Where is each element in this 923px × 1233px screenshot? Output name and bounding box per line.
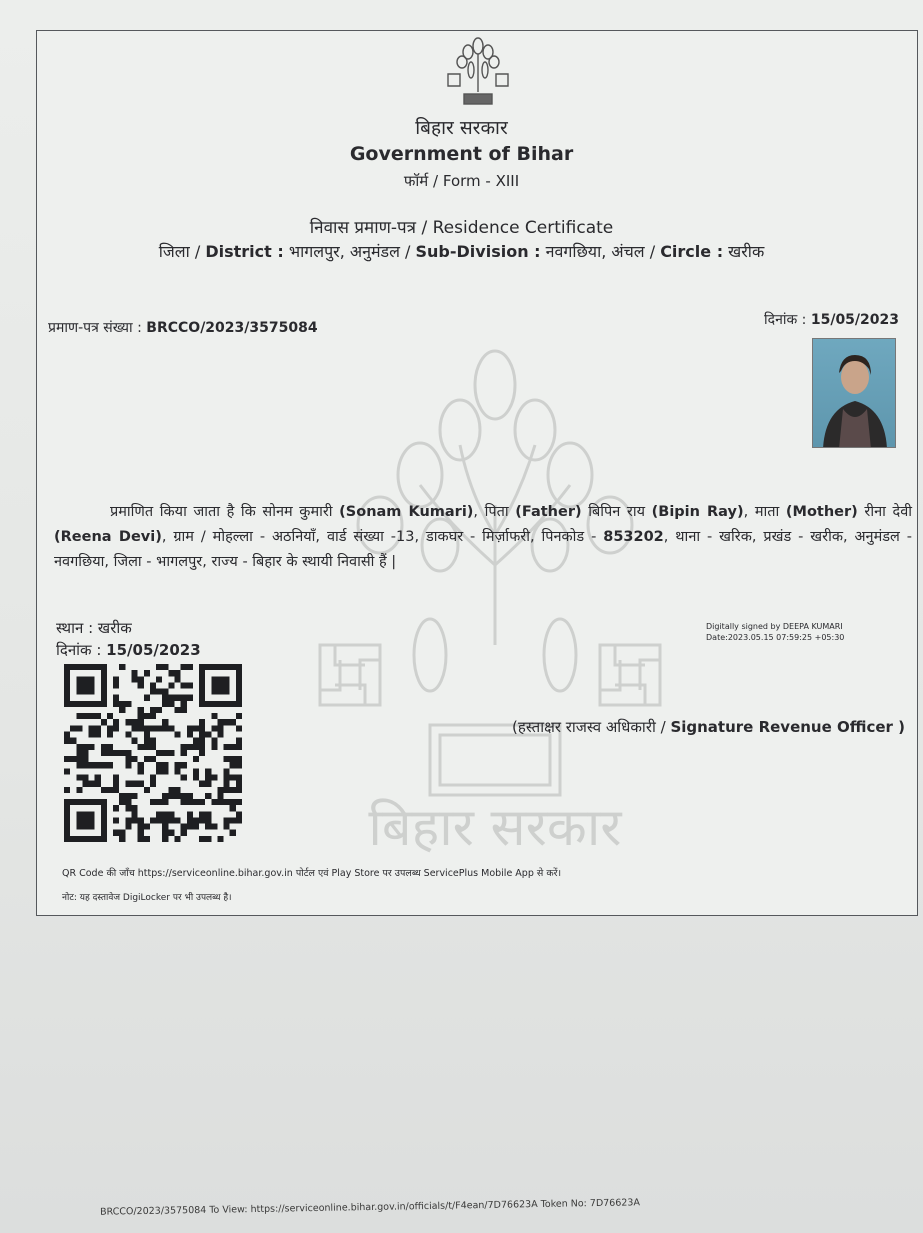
issue-date bbox=[764, 310, 899, 329]
signing-date-value: 15/05/2023 bbox=[106, 641, 201, 659]
title-english: Residence Certificate bbox=[432, 218, 614, 238]
statement-part: बिपिन राय bbox=[581, 504, 652, 520]
circle-value: खरीक bbox=[723, 242, 765, 261]
district-label-hindi: जिला / bbox=[158, 242, 206, 261]
statement-part: , थाना - खरिक, प्रखंड - खरीक, अनुमंडल - नवगछिया, जिला - भागलपुर, राज्य - बिहार के स्थायी निवासी हैं | bbox=[54, 529, 912, 570]
certificate-number bbox=[48, 318, 318, 337]
signature-caption bbox=[512, 717, 905, 737]
digital-signed-by: Digitally signed by DEEPA KUMARI bbox=[706, 622, 843, 631]
statement-part: , माता bbox=[743, 504, 786, 520]
gov-hindi-heading: बिहार सरकार bbox=[415, 117, 508, 139]
statement-part: रीना देवी bbox=[857, 504, 913, 520]
signing-date bbox=[56, 640, 201, 660]
district-label: District : bbox=[205, 242, 284, 261]
subdivision-label: Sub-Division : bbox=[415, 242, 541, 261]
applicant-photo bbox=[812, 338, 896, 448]
digilocker-note: नोट: यह दस्तावेज DigiLocker पर भी उपलब्ध है। bbox=[62, 893, 232, 903]
certificate-number-value: BRCCO/2023/3575084 bbox=[146, 320, 318, 336]
digital-signature-info bbox=[706, 621, 844, 643]
place-label: स्थान : bbox=[56, 619, 98, 637]
watermark-text: बिहार सरकार bbox=[368, 798, 622, 858]
statement-part: प्रमाणित किया जाता है कि सोनम कुमारी bbox=[110, 504, 340, 520]
bihar-emblem-logo bbox=[440, 34, 516, 110]
jurisdiction-line bbox=[0, 240, 923, 262]
title-hindi: निवास प्रमाण-पत्र / bbox=[309, 218, 433, 238]
place-value: खरीक bbox=[97, 619, 132, 637]
signature-hindi: (हस्ताक्षर राजस्व अधिकारी / bbox=[512, 718, 671, 736]
issue-date-value: 15/05/2023 bbox=[810, 312, 899, 328]
signing-date-label: दिनांक : bbox=[56, 641, 107, 659]
portrait-silhouette bbox=[813, 339, 896, 448]
statement-part: , ग्राम / मोहल्ला - अठनियाँ, वार्ड संख्या -13, डाकघर - मिर्ज़ाफरी, पिनकोड - bbox=[161, 529, 604, 545]
bottom-reference-line: BRCCO/2023/3575084 To View: https://serviceonline.bihar.gov.in/officials/t/F4ean/7D76623A Token No: 7D76623A bbox=[99, 1197, 641, 1218]
certificate-number-label: प्रमाण-पत्र संख्या : bbox=[48, 320, 147, 336]
statement-part: , पिता bbox=[473, 504, 516, 520]
bihar-emblem-watermark bbox=[300, 345, 690, 865]
place bbox=[56, 618, 132, 638]
circle-label: Circle : bbox=[660, 242, 724, 261]
district-value: भागलपुर, अनुमंडल / bbox=[283, 242, 416, 261]
mother-name: (Reena Devi) bbox=[54, 529, 162, 545]
applicant-name: (Sonam Kumari) bbox=[339, 504, 474, 520]
qr-verification-note: QR Code की जाँच https://serviceonline.bihar.gov.in पोर्टल एवं Play Store पर उपलब्ध ServicePlus Mobile App से करें। bbox=[62, 868, 562, 879]
certification-statement bbox=[54, 500, 912, 575]
gov-english-heading: Government of Bihar bbox=[349, 143, 574, 165]
signature-english: Signature Revenue Officer ) bbox=[670, 718, 906, 736]
issue-date-label: दिनांक : bbox=[764, 312, 811, 328]
certificate-title bbox=[0, 215, 923, 238]
pincode: 853202 bbox=[603, 529, 664, 545]
father-name: (Bipin Ray) bbox=[651, 504, 744, 520]
qr-code[interactable] bbox=[64, 664, 242, 842]
digital-signature-date: Date:2023.05.15 07:59:25 +05:30 bbox=[706, 633, 845, 642]
father-label: (Father) bbox=[515, 504, 582, 520]
mother-label: (Mother) bbox=[785, 504, 858, 520]
subdivision-value: नवगछिया, अंचल / bbox=[540, 242, 661, 261]
form-label: फॉर्म / Form - XIII bbox=[403, 172, 520, 190]
